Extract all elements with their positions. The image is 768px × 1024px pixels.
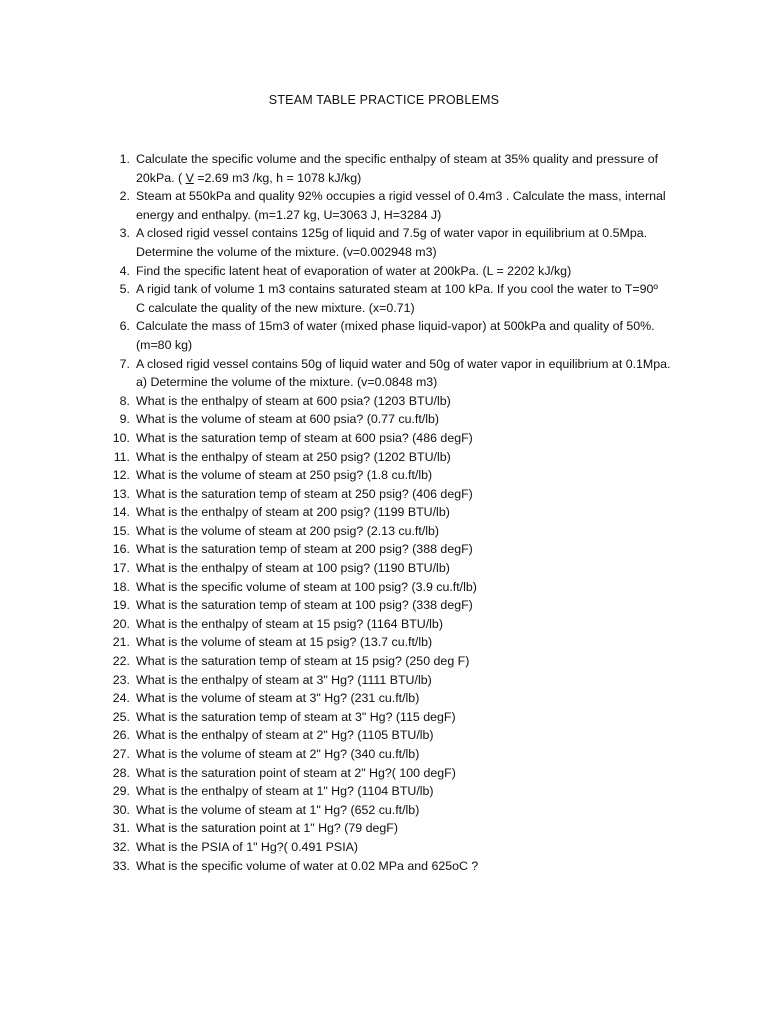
- problem-item: [0, 857, 768, 876]
- problem-text-line: What is the volume of steam at 15 psig? (13.7 cu.ft/lb): [136, 635, 433, 650]
- problem-number: 26.: [112, 728, 130, 743]
- problem-text-line: C calculate the quality of the new mixture. (x=0.71): [136, 300, 415, 315]
- problem-number: 29.: [112, 784, 130, 799]
- problem-item: [0, 615, 768, 634]
- problem-text-line: What is the enthalpy of steam at 1" Hg? (1104 BTU/lb): [136, 784, 434, 799]
- problem-text-line: What is the volume of steam at 1" Hg? (652 cu.ft/lb): [136, 802, 420, 817]
- problem-number: 4.: [119, 263, 130, 278]
- problem-text-line: What is the saturation temp of steam at 100 psig? (338 degF): [136, 598, 473, 613]
- problem-number: 5.: [119, 282, 130, 297]
- problem-number: 30.: [112, 802, 130, 817]
- problem-item: [0, 262, 768, 281]
- problem-text-line: What is the enthalpy of steam at 100 psig? (1190 BTU/lb): [136, 561, 450, 576]
- problem-item: [0, 671, 768, 690]
- problem-item: [0, 410, 768, 429]
- problem-item: [0, 503, 768, 522]
- problem-text-line: What is the volume of steam at 600 psia? (0.77 cu.ft/lb): [136, 412, 440, 427]
- problem-text-line: What is the saturation point at 1" Hg? (79 degF): [136, 821, 398, 836]
- problem-item: [0, 187, 768, 224]
- problem-text-line: energy and enthalpy. (m=1.27 kg, U=3063 J, H=3284 J): [136, 207, 442, 222]
- problem-number: 16.: [112, 542, 130, 557]
- problem-item: [0, 652, 768, 671]
- problem-item: [0, 708, 768, 727]
- problem-item: [0, 317, 768, 354]
- problem-item: [0, 559, 768, 578]
- problem-number: 32.: [112, 839, 130, 854]
- problem-text-line: What is the enthalpy of steam at 15 psig? (1164 BTU/lb): [136, 616, 443, 631]
- problem-item: [0, 764, 768, 783]
- problem-text-line: What is the enthalpy of steam at 200 psig? (1199 BTU/lb): [136, 505, 450, 520]
- problem-number: 31.: [112, 821, 130, 836]
- problem-text-line: What is the volume of steam at 2" Hg? (340 cu.ft/lb): [136, 747, 420, 761]
- problem-text-line: Determine the volume of the mixture. (v=0.002948 m3): [136, 244, 437, 259]
- problem-item: [0, 745, 768, 764]
- problem-text-line: What is the PSIA of 1" Hg?( 0.491 PSIA): [136, 839, 359, 854]
- problem-item: [0, 819, 768, 838]
- underlined-symbol: V: [185, 170, 194, 185]
- problem-number: 12.: [112, 468, 130, 483]
- problem-text-line: What is the volume of steam at 3" Hg? (231 cu.ft/lb): [136, 691, 420, 706]
- problem-text-line: What is the specific volume of water at 0.02 MPa and 625oC ?: [136, 858, 479, 873]
- problem-text-line: What is the enthalpy of steam at 2" Hg? (1105 BTU/lb): [136, 728, 434, 743]
- problem-number: 27.: [112, 747, 130, 761]
- problem-number: 28.: [112, 765, 130, 780]
- problem-text-line: What is the saturation temp of steam at 200 psig? (388 degF): [136, 542, 473, 557]
- problem-text-line: What is the saturation temp of steam at 250 psig? (406 degF): [136, 486, 473, 501]
- problem-item: [0, 280, 768, 317]
- problem-number: 1.: [119, 152, 130, 166]
- problem-text-line: What is the enthalpy of steam at 3" Hg? (1111 BTU/lb): [136, 672, 432, 687]
- problem-item: [0, 466, 768, 485]
- problem-text-line: 20kPa. ( V =2.69 m3 /kg, h = 1078 kJ/kg): [136, 170, 362, 185]
- problem-number: 13.: [112, 486, 130, 501]
- problem-item: [0, 596, 768, 615]
- problem-number: 10.: [112, 430, 130, 445]
- problem-number: 19.: [112, 598, 130, 613]
- problem-number: 15.: [112, 523, 130, 538]
- problem-text-line: What is the volume of steam at 200 psig? (2.13 cu.ft/lb): [136, 523, 440, 538]
- problem-item: [0, 838, 768, 857]
- document-title: STEAM TABLE PRACTICE PROBLEMS: [268, 93, 500, 107]
- problem-text-line: What is the enthalpy of steam at 250 psig? (1202 BTU/lb): [136, 449, 451, 464]
- problem-text-line: What is the saturation temp of steam at 3" Hg? (115 degF): [136, 709, 456, 724]
- problem-text-line: (m=80 kg): [136, 337, 193, 352]
- problem-item: [0, 633, 768, 652]
- problem-number: 22.: [112, 654, 130, 669]
- problem-text-line: A closed rigid vessel contains 50g of liquid water and 50g of water vapor in equilibrium at 0.1Mpa.: [136, 356, 671, 371]
- problem-number: 7.: [119, 356, 130, 371]
- problem-text-line: Calculate the specific volume and the specific enthalpy of steam at 35% quality and pressure of: [136, 152, 659, 166]
- problem-item: [0, 782, 768, 801]
- problem-text-line: A rigid tank of volume 1 m3 contains saturated steam at 100 kPa. If you cool the water to T=90º: [136, 282, 658, 297]
- problem-number: 23.: [112, 672, 130, 687]
- problem-item: [0, 150, 768, 187]
- problem-number: 33.: [112, 858, 130, 873]
- problem-number: 9.: [119, 412, 130, 427]
- problem-text-line: Calculate the mass of 15m3 of water (mixed phase liquid-vapor) at 500kPa and quality of 50%.: [136, 319, 655, 334]
- problem-number: 11.: [113, 449, 130, 464]
- problem-number: 20.: [112, 616, 130, 631]
- problem-item: [0, 485, 768, 504]
- problem-item: [0, 578, 768, 597]
- problem-item: [0, 429, 768, 448]
- problem-text-line: What is the specific volume of steam at 100 psig? (3.9 cu.ft/lb): [136, 579, 477, 594]
- problem-item: [0, 392, 768, 411]
- problem-item: [0, 726, 768, 745]
- problem-text-line: What is the volume of steam at 250 psig? (1.8 cu.ft/lb): [136, 468, 433, 483]
- problem-number: 24.: [112, 691, 130, 706]
- problem-text-line: Steam at 550kPa and quality 92% occupies a rigid vessel of 0.4m3 . Calculate the mass, internal: [136, 189, 666, 204]
- problem-item: [0, 448, 768, 467]
- problem-item: [0, 689, 768, 708]
- problem-number: 14.: [112, 505, 130, 520]
- problem-item: [0, 355, 768, 392]
- problem-text-line: What is the saturation temp of steam at 600 psia? (486 degF): [136, 430, 473, 445]
- problem-text-line: What is the enthalpy of steam at 600 psia? (1203 BTU/lb): [136, 393, 451, 408]
- problem-number: 17.: [112, 561, 130, 576]
- problem-number: 25.: [112, 709, 130, 724]
- problem-text-line: What is the saturation temp of steam at 15 psig? (250 deg F): [136, 654, 470, 669]
- problem-text-line: a) Determine the volume of the mixture. (v=0.0848 m3): [136, 375, 438, 390]
- problem-number: 8.: [119, 393, 130, 408]
- problem-text-line: What is the saturation point of steam at 2" Hg?( 100 degF): [136, 765, 456, 780]
- problem-text-line: A closed rigid vessel contains 125g of liquid and 7.5g of water vapor in equilibrium at 0.5Mpa.: [136, 226, 648, 241]
- problem-number: 21.: [112, 635, 130, 650]
- problem-item: [0, 801, 768, 820]
- problem-list: [0, 150, 768, 875]
- problem-item: [0, 522, 768, 541]
- problem-number: 3.: [119, 226, 130, 241]
- problem-number: 2.: [119, 189, 130, 204]
- problem-number: 6.: [119, 319, 130, 334]
- problem-number: 18.: [112, 579, 130, 594]
- problem-text-line: Find the specific latent heat of evaporation of water at 200kPa. (L = 2202 kJ/kg): [136, 263, 572, 278]
- problem-item: [0, 224, 768, 261]
- problem-item: [0, 540, 768, 559]
